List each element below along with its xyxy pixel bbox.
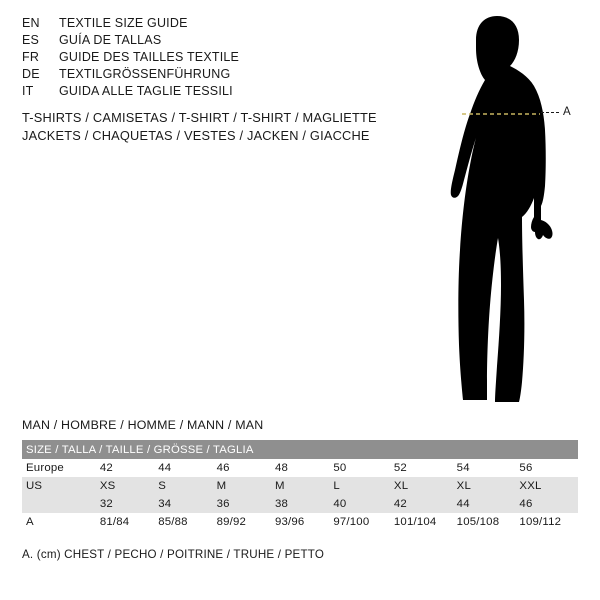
chest-measure-line: [400, 10, 600, 410]
cell-value: 85/88: [158, 516, 188, 528]
table-row: [22, 513, 578, 531]
cell-value: 48: [274, 462, 289, 474]
cell-value: XL: [393, 480, 409, 492]
language-code: FR: [22, 50, 40, 64]
row-label: A: [26, 516, 34, 528]
table-row: [22, 477, 578, 495]
cell-value: 46: [519, 498, 533, 510]
cell-value: 36: [216, 498, 230, 510]
cell-value: L: [333, 480, 340, 492]
row-label: [22, 495, 96, 513]
cell-value: 56: [519, 462, 533, 474]
cell-value: XS: [99, 480, 116, 492]
cell-value: XXL: [519, 480, 542, 492]
cell-value: M: [216, 480, 227, 492]
language-row: [22, 50, 392, 67]
cell-value: 89/92: [216, 516, 247, 528]
cell-value: 109/112: [519, 516, 562, 528]
cell-value: 54: [456, 462, 470, 474]
language-code: DE: [22, 67, 40, 81]
language-text: GUÍA DE TALLAS: [59, 33, 162, 47]
cell-value: S: [158, 480, 166, 492]
table-row: [22, 495, 578, 513]
category-line-jackets: JACKETS / CHAQUETAS / VESTES / JACKEN / GIACCHE: [22, 128, 370, 143]
language-row: [22, 33, 392, 50]
cell-value: 32: [99, 498, 113, 510]
category-line-tshirts: T-SHIRTS / CAMISETAS / T-SHIRT / T-SHIRT / MAGLIETTE: [22, 110, 377, 125]
language-row: [22, 67, 392, 84]
cell-value: 97/100: [333, 516, 370, 528]
cell-value: 50: [333, 462, 347, 474]
cell-value: 42: [99, 462, 113, 474]
language-text: TEXTILGRÖSSENFÜHRUNG: [59, 67, 231, 81]
cell-value: 44: [158, 462, 172, 474]
cell-value: 34: [158, 498, 172, 510]
table-row: [22, 459, 578, 477]
callout-label-a: A: [563, 106, 571, 118]
language-row: [22, 16, 392, 33]
cell-value: 93/96: [274, 516, 305, 528]
language-text: GUIDE DES TAILLES TEXTILE: [59, 50, 240, 64]
table-title: MAN / HOMBRE / HOMME / MANN / MAN: [22, 418, 264, 432]
cell-value: 81/84: [99, 516, 130, 528]
cell-value: 42: [393, 498, 407, 510]
language-text: TEXTILE SIZE GUIDE: [59, 16, 188, 30]
cell-value: 46: [216, 462, 230, 474]
language-code: IT: [22, 84, 34, 98]
row-label: Europe: [26, 462, 64, 474]
language-code: ES: [22, 33, 40, 47]
category-list: [22, 110, 422, 146]
cell-value: XL: [456, 480, 471, 492]
size-table: [22, 440, 578, 531]
cell-value: 101/104: [393, 516, 437, 528]
cell-value: 105/108: [456, 516, 500, 528]
language-text: GUIDA ALLE TAGLIE TESSILI: [59, 84, 233, 98]
language-list: [22, 16, 392, 101]
cell-value: 40: [333, 498, 347, 510]
table-header-row: [22, 440, 578, 459]
callout-leader-line: [541, 112, 559, 114]
figure-illustration: [400, 10, 600, 410]
cell-value: 52: [393, 462, 407, 474]
row-label: US: [26, 480, 43, 492]
cell-value: 38: [274, 498, 289, 510]
language-code: EN: [22, 16, 40, 30]
footnote-chest-measure: A. (cm) CHEST / PECHO / POITRINE / TRUHE / PETTO: [22, 548, 325, 561]
language-row: [22, 84, 392, 101]
table-header-label: SIZE / TALLA / TAILLE / GRÖSSE / TAGLIA: [26, 443, 254, 456]
cell-value: 44: [456, 498, 470, 510]
cell-value: M: [274, 480, 285, 492]
